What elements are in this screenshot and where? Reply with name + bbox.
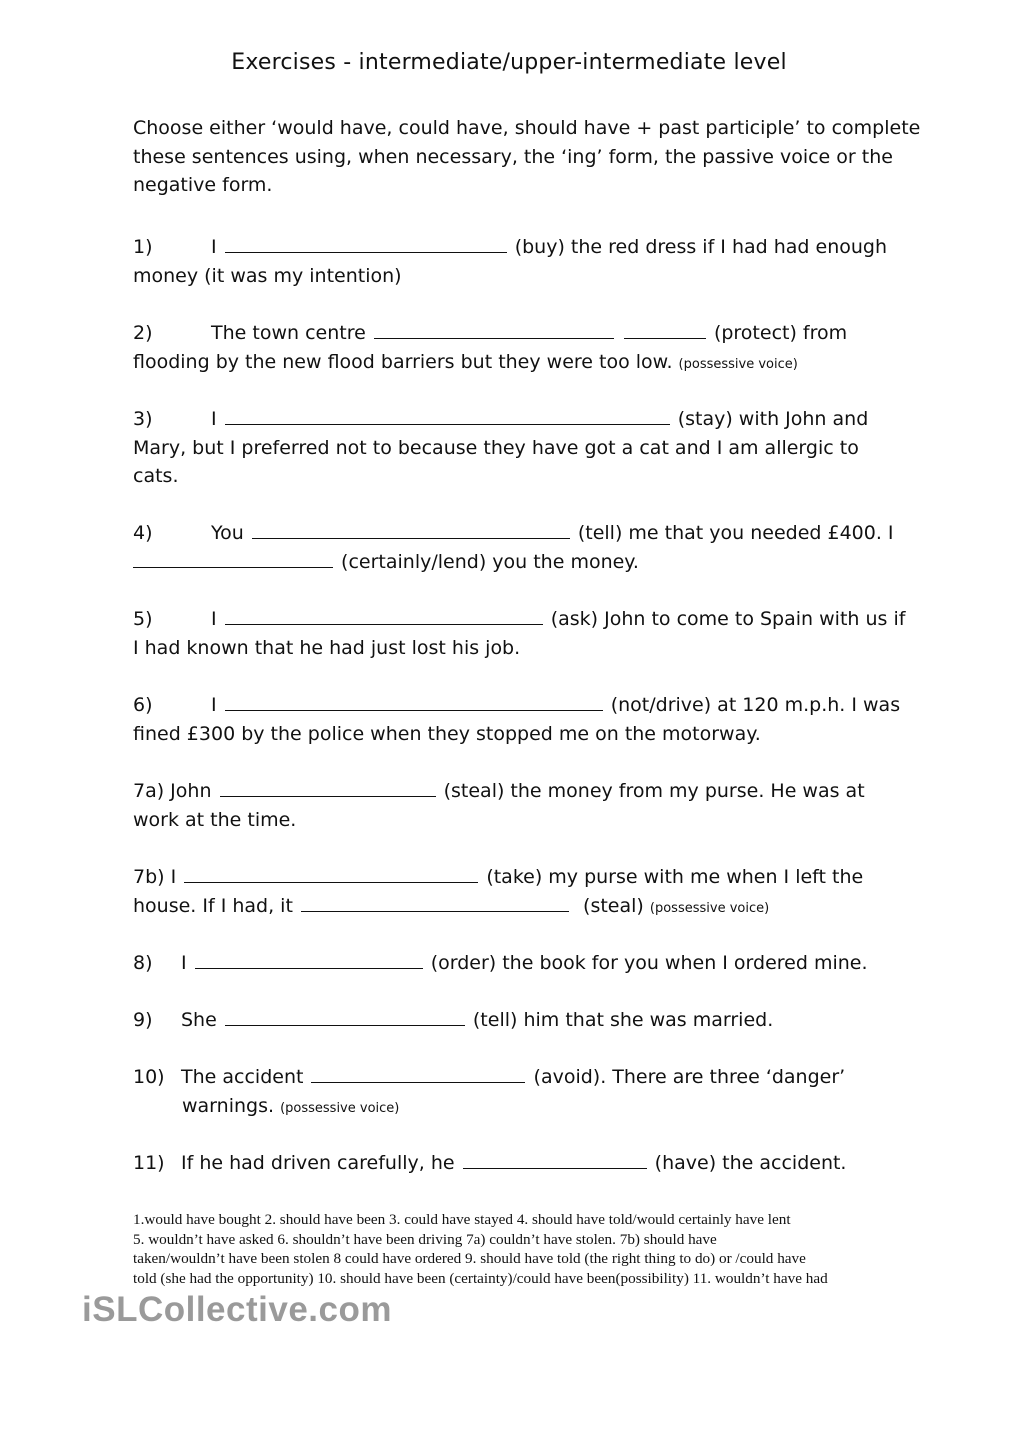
question-number: 5) [133, 608, 153, 630]
question-text: (tell) me that you needed £400. I [577, 522, 894, 544]
answer-blank[interactable] [225, 234, 507, 253]
question-note: (possessive voice) [649, 900, 770, 916]
question-text: house. If I had, it [133, 894, 293, 917]
question-text: If he had driven carefully, he [181, 1152, 455, 1174]
answer-blank[interactable] [252, 520, 570, 539]
answer-blank[interactable] [301, 893, 569, 912]
question-number: 10) [133, 1066, 165, 1088]
question-text: I [211, 408, 217, 430]
question-text: I [181, 952, 187, 974]
answer-blank[interactable] [225, 406, 670, 425]
question-text: (buy) the red dress if I had had enough [514, 236, 888, 258]
question-8 [133, 949, 933, 978]
answer-blank[interactable] [225, 1007, 465, 1026]
question-text: (stay) with John and [677, 408, 869, 430]
question-3 [133, 405, 933, 491]
question-number: 7a) John [133, 780, 212, 802]
question-6 [133, 691, 933, 748]
question-text: (tell) him that she was married. [472, 1009, 774, 1031]
question-text: work at the time. [133, 808, 297, 831]
question-1 [133, 233, 933, 290]
question-text: (avoid). There are three ‘danger’ [533, 1066, 846, 1088]
question-text: (order) the book for you when I ordered mine. [430, 952, 868, 974]
answer-blank[interactable] [624, 320, 706, 339]
question-text: The accident [181, 1066, 304, 1088]
question-9 [133, 1006, 933, 1035]
question-text: (have) the accident. [654, 1152, 847, 1174]
question-text: (take) my purse with me when I left the [486, 866, 864, 888]
question-10 [133, 1063, 933, 1123]
question-number: 9) [133, 1009, 153, 1031]
question-note: (possessive voice) [678, 356, 798, 372]
question-number: 1) [133, 236, 153, 258]
question-text: I [211, 236, 217, 258]
question-2 [133, 319, 933, 379]
watermark-logo: iSLCollective.com [82, 1290, 392, 1329]
question-text: (ask) John to come to Spain with us if [550, 608, 906, 630]
question-text: warnings. [182, 1094, 275, 1117]
question-text: (not/drive) at 120 m.p.h. I was [610, 694, 901, 716]
question-number: 8) [133, 952, 153, 974]
question-text: (steal) the money from my purse. He was at [443, 780, 865, 802]
question-text: She [181, 1009, 217, 1031]
question-text: I [211, 608, 217, 630]
question-number: 11) [133, 1152, 165, 1174]
question-7a [133, 777, 933, 834]
question-note: (possessive voice) [280, 1100, 400, 1116]
question-number: 4) [133, 522, 153, 544]
question-text: I had known that he had just lost his job. [133, 636, 521, 659]
answer-blank[interactable] [463, 1150, 647, 1169]
question-text: money (it was my intention) [133, 264, 402, 287]
question-number: 3) [133, 408, 153, 430]
question-text: (certainly/lend) you the money. [341, 550, 639, 573]
question-number: 6) [133, 694, 153, 716]
answer-blank[interactable] [184, 864, 478, 883]
answer-blank[interactable] [311, 1064, 525, 1083]
answer-blank[interactable] [225, 606, 543, 625]
question-text: You [211, 522, 244, 544]
question-5 [133, 605, 933, 662]
question-text: (steal) [583, 894, 644, 917]
question-text: The town centre [211, 322, 366, 344]
answer-blank[interactable] [195, 950, 423, 969]
question-text: (protect) from [713, 322, 848, 344]
answer-blank[interactable] [133, 549, 333, 568]
question-text: flooding by the new flood barriers but they were too low. [133, 350, 673, 373]
question-4 [133, 519, 933, 576]
question-text: fined £300 by the police when they stopped me on the motorway. [133, 722, 761, 745]
page-title: Exercises - intermediate/upper-intermediate level [231, 50, 787, 75]
answer-blank[interactable] [225, 692, 603, 711]
question-7b [133, 863, 933, 923]
question-number: 2) [133, 322, 153, 344]
question-text: Mary, but I preferred not to because they have got a cat and I am allergic to [133, 436, 859, 459]
answer-blank[interactable] [220, 778, 436, 797]
instructions: Choose either ‘would have, could have, should have + past participle’ to complete these sentences using, when necessary, the ‘ing’ form, the passive voice or the negative form. [133, 117, 921, 196]
answer-key: 1.would have bought 2. should have been 3. could have stayed 4. should have told/would certainly have lent 5. wouldn’t have asked 6. shouldn’t have been driving 7a) couldn’t have stolen. 7b) should have taken/wouldn’t have been stolen 8 could have ordered 9. should have told (the right thing to do) or /could have told (she had the opportunity) 10. should have been (certainty)/could have been(possibility) 11. wouldn’t have had [133, 1211, 828, 1287]
answer-blank[interactable] [374, 320, 614, 339]
question-text: cats. [133, 465, 179, 487]
question-number: 7b) I [133, 866, 177, 888]
question-text: I [211, 694, 217, 716]
question-11 [133, 1149, 933, 1178]
